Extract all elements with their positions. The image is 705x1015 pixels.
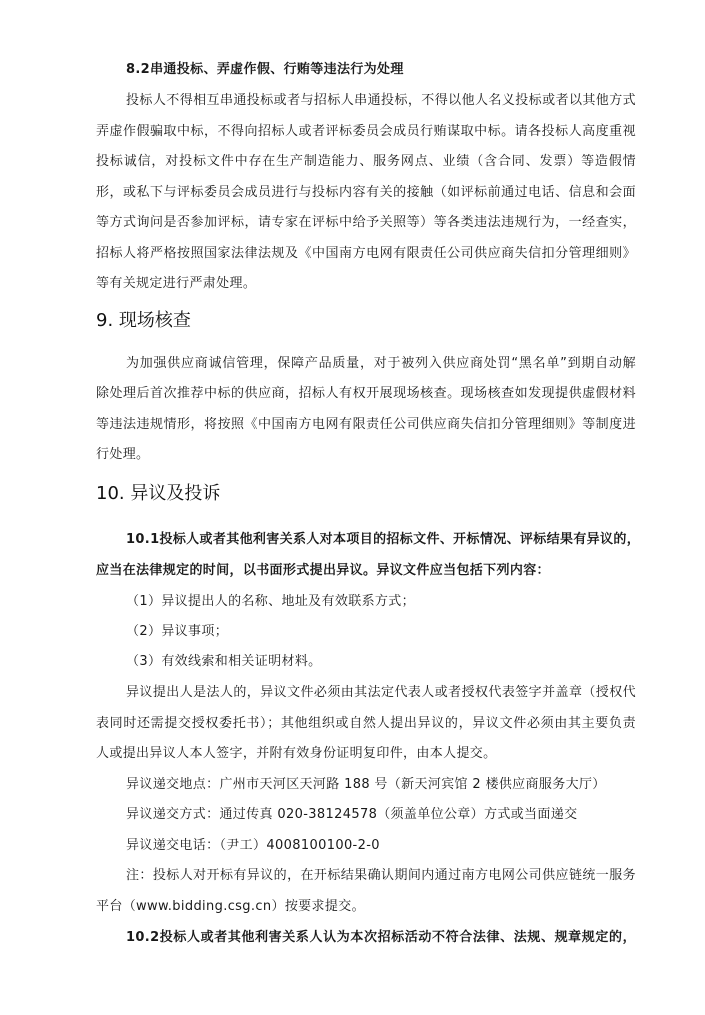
objection-item: （3）有效线索和相关证明材料。	[126, 654, 322, 669]
section-10-1-line: 应当在法律规定的时间，以书面形式提出异议。异议文件应当包括下列内容：	[96, 563, 550, 578]
objection-item: （1）异议提出人的名称、地址及有效联系方式；	[126, 594, 415, 609]
section-8-2-title: 8.2串通投标、弄虚作假、行贿等违法行为处理	[126, 62, 404, 77]
section-10-1-line: 10.1投标人或者其他利害关系人对本项目的招标文件、开标情况、评标结果有异议的，	[126, 532, 641, 547]
objection-paragraph-line: 异议提出人是法人的，异议文件必须由其法定代表人或者授权代表签字并盖章（授权代	[126, 685, 636, 700]
section-9-line: 行处理。	[96, 447, 150, 462]
section-8-2-line: 形，或私下与评标委员会成员进行与投标内容有关的接触（如评标前通过电话、信息和会面	[96, 185, 636, 200]
objection-address: 异议递交地点：广州市天河区天河路 188 号（新天河宾馆 2 楼供应商服务大厅）	[126, 777, 606, 792]
section-8-2-line: 弄虚作假骗取中标，不得向招标人或者评标委员会成员行贿谋取中标。请各投标人高度重视	[96, 124, 636, 139]
section-9-line: 为加强供应商诚信管理，保障产品质量，对于被列入供应商处罚“黑名单”到期自动解	[126, 356, 636, 371]
section-8-2-line: 等方式询问是否参加评标，请专家在评标中给予关照等）等各类违法违规行为，一经查实，	[96, 215, 636, 230]
section-8-2-line: 投标人不得相互串通投标或者与招标人串通投标，不得以他人名义投标或者以其他方式	[126, 93, 636, 108]
section-10-2-line: 10.2投标人或者其他利害关系人认为本次招标活动不符合法律、法规、规章规定的，	[126, 930, 636, 945]
section-8-2-line: 等有关规定进行严肃处理。	[96, 276, 257, 291]
objection-note-line: 平台（www.bidding.csg.cn）按要求提交。	[96, 899, 365, 914]
section-9-heading: 9. 现场核查	[96, 310, 191, 331]
section-9-line: 除处理后首次推荐中标的供应商，招标人有权开展现场核查。现场核查如发现提供虚假材料	[96, 386, 636, 401]
section-9-line: 等违法违规情形，将按照《中国南方电网有限责任公司供应商失信扣分管理细则》等制度进	[96, 417, 636, 432]
objection-phone: 异议递交电话：（尹工）4008100100-2-0	[126, 838, 380, 853]
objection-note-line: 注：投标人对开标有异议的，在开标结果确认期间内通过南方电网公司供应链统一服务	[126, 868, 636, 883]
section-10-heading: 10. 异议及投诉	[96, 483, 221, 504]
objection-paragraph-line: 表同时还需提交授权委托书）；其他组织或自然人提出异议的，异议文件必须由其主要负责	[96, 716, 636, 731]
section-8-2-line: 投标诚信，对投标文件中存在生产制造能力、服务网点、业绩（含合同、发票）等造假情	[96, 154, 636, 169]
section-8-2-line: 招标人将严格按照国家法律法规及《中国南方电网有限责任公司供应商失信扣分管理细则》	[96, 246, 636, 261]
objection-method: 异议递交方式：通过传真 020-38124578（须盖单位公章）方式或当面递交	[126, 807, 578, 822]
objection-paragraph-line: 人或提出异议人本人签字，并附有效身份证明复印件，由本人提交。	[96, 746, 497, 761]
objection-item: （2）异议事项；	[126, 624, 229, 639]
